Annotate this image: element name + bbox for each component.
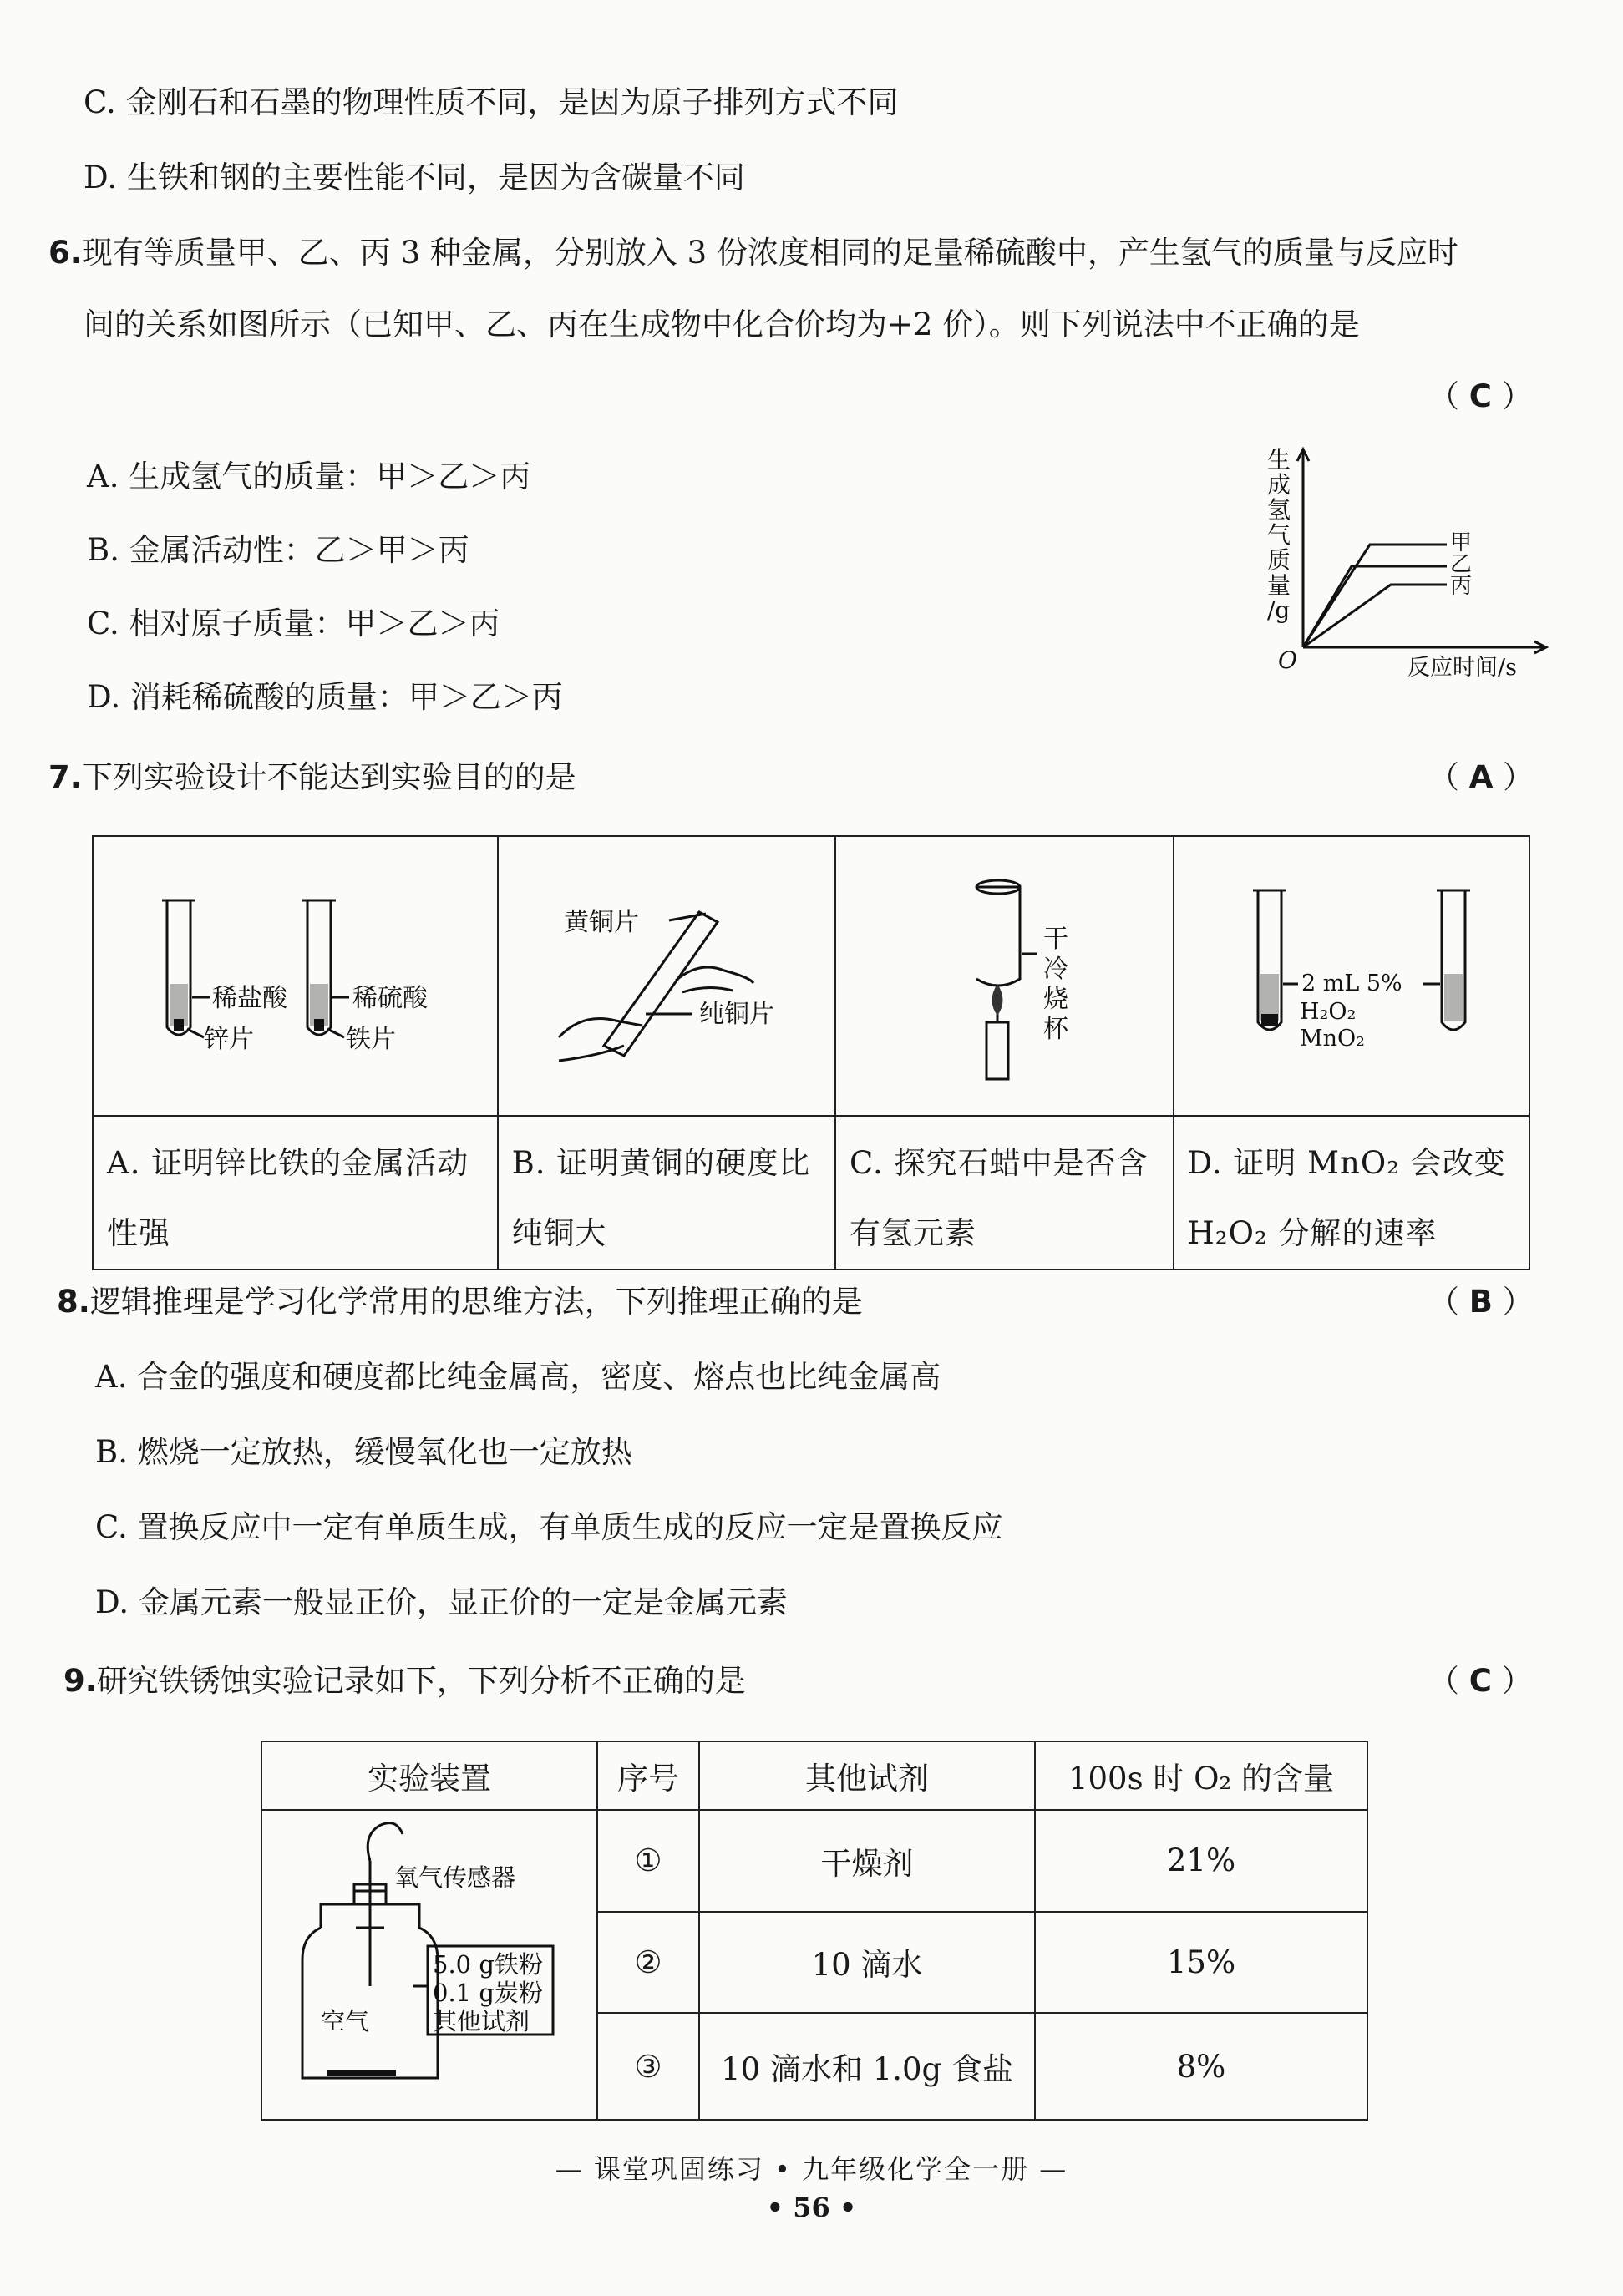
fig-b-scratch bbox=[499, 837, 834, 1107]
fig-a-label-hcl: 稀盐酸 bbox=[212, 984, 287, 1013]
q7-fig-a bbox=[93, 836, 498, 1116]
q5-option-d: D. 生铁和钢的主要性能不同，是因为含碳量不同 bbox=[84, 160, 745, 195]
q8-option-b: B. 燃烧一定放热，缓慢氧化也一定放热 bbox=[95, 1434, 632, 1470]
q7-fig-c bbox=[835, 836, 1173, 1116]
graph-xlabel: 反应时间/s bbox=[1407, 655, 1517, 681]
q7-fig-d bbox=[1174, 836, 1530, 1116]
q7-caption-a bbox=[93, 1116, 498, 1270]
q9-row2-reagent: 10 滴水 bbox=[699, 1912, 1035, 2014]
q9-apparatus-cell bbox=[261, 1810, 597, 2120]
fig-a-label-iron: 铁片 bbox=[346, 1025, 396, 1054]
graph-ylabel-2: 氢 bbox=[1267, 496, 1291, 524]
graph-ylabel-3: 气 bbox=[1267, 521, 1291, 549]
q9-number: 9. bbox=[63, 1663, 97, 1699]
q8-option-a: A. 合金的强度和硬度都比纯金属高，密度、熔点也比纯金属高 bbox=[95, 1359, 941, 1395]
q9-box-line2: 0.1 g炭粉 bbox=[433, 1979, 543, 2007]
fig-b-label-brass: 黄铜片 bbox=[563, 908, 639, 937]
q9-row3-index: ③ bbox=[597, 2013, 699, 2120]
graph-label-bing: 丙 bbox=[1450, 574, 1473, 599]
q9-sensor-label: 氧气传感器 bbox=[394, 1863, 516, 1892]
q9-table bbox=[261, 1741, 1368, 2121]
q9-box-line1: 5.0 g铁粉 bbox=[433, 1950, 543, 1979]
q6-option-b: B. 金属活动性：乙＞甲＞丙 bbox=[87, 532, 469, 568]
caption-b-text: B. 证明黄铜的硬度比纯铜大 bbox=[511, 1145, 811, 1251]
q6-number: 6. bbox=[48, 235, 82, 271]
q9-stem-text: 研究铁锈蚀实验记录如下，下列分析不正确的是 bbox=[96, 1663, 746, 1699]
q9-row1-o2: 21% bbox=[1035, 1810, 1367, 1912]
q8-answer-letter: B bbox=[1468, 1284, 1493, 1320]
q8-option-c: C. 置换反应中一定有单质生成，有单质生成的反应一定是置换反应 bbox=[95, 1509, 1003, 1545]
q6-answer: （ C ） bbox=[1428, 378, 1533, 414]
q6-option-d: D. 消耗稀硫酸的质量：甲＞乙＞丙 bbox=[87, 679, 563, 715]
q8-answer: （ B ） bbox=[1428, 1284, 1534, 1320]
q7-caption-c bbox=[835, 1116, 1173, 1270]
q7-stem-text: 下列实验设计不能达到实验目的的是 bbox=[81, 759, 576, 795]
q8-option-d: D. 金属元素一般显正价，显正价的一定是金属元素 bbox=[95, 1584, 788, 1620]
fig-d-label-conc: 2 mL 5% bbox=[1301, 971, 1402, 996]
fig-c-label-2: 烧 bbox=[1043, 985, 1069, 1014]
footer-book-title: — 课堂巩固练习 • 九年级化学全一册 — bbox=[555, 2153, 1068, 2185]
fig-d-test-tubes bbox=[1174, 837, 1529, 1107]
q6-answer-letter: C bbox=[1468, 378, 1492, 414]
q9-box-line3: 其他试剂 bbox=[433, 2007, 530, 2035]
fig-d-label-h2o2: H₂O₂ bbox=[1299, 999, 1356, 1025]
q9-row1-index: ① bbox=[597, 1810, 699, 1912]
q7-answer-letter: A bbox=[1468, 759, 1494, 795]
q9-header-apparatus: 实验装置 bbox=[261, 1741, 597, 1810]
q9-row1-reagent: 干燥剂 bbox=[699, 1810, 1035, 1912]
q9-header-reagent: 其他试剂 bbox=[699, 1741, 1035, 1810]
graph-ylabel-1: 成 bbox=[1267, 471, 1291, 499]
q7-fig-b bbox=[498, 836, 835, 1116]
graph-origin: O bbox=[1278, 646, 1297, 674]
caption-c-text: C. 探究石蜡中是否含有氢元素 bbox=[850, 1145, 1149, 1251]
graph-label-jia: 甲 bbox=[1450, 530, 1473, 555]
q9-row3-o2: 8% bbox=[1035, 2013, 1367, 2120]
fig-a-label-zinc: 锌片 bbox=[204, 1025, 254, 1054]
q6-option-c: C. 相对原子质量：甲＞乙＞丙 bbox=[87, 606, 500, 641]
q9-row2-o2: 15% bbox=[1035, 1912, 1367, 2014]
fig-c-label-0: 干 bbox=[1043, 925, 1069, 954]
q9-apparatus-figure bbox=[262, 1811, 596, 2111]
q6-graph bbox=[1253, 443, 1554, 693]
q5-option-c: C. 金刚石和石墨的物理性质不同，是因为原子排列方式不同 bbox=[84, 84, 899, 120]
q7-number: 7. bbox=[48, 759, 82, 795]
q9-air-label: 空气 bbox=[321, 2007, 370, 2035]
fig-d-label-mno2: MnO₂ bbox=[1299, 1026, 1365, 1052]
q6-stem-line2: 间的关系如图所示（已知甲、乙、丙在生成物中化合价均为+2 价）。则下列说法中不正确的是 bbox=[84, 307, 1360, 342]
graph-ylabel-5: 量 bbox=[1267, 571, 1291, 599]
q9-row3-reagent: 10 滴水和 1.0g 食盐 bbox=[699, 2013, 1035, 2120]
graph-label-yi: 乙 bbox=[1450, 552, 1473, 577]
q6-stem-text1: 现有等质量甲、乙、丙 3 种金属，分别放入 3 份浓度相同的足量稀硫酸中，产生氢气的质量与反应时 bbox=[81, 235, 1458, 271]
q9-answer: （ C ） bbox=[1428, 1663, 1533, 1699]
graph-ylabel-0: 生 bbox=[1267, 446, 1291, 474]
q7-caption-d bbox=[1174, 1116, 1530, 1270]
footer-page-number: • 56 • bbox=[766, 2192, 857, 2223]
graph-ylabel-6: /g bbox=[1267, 596, 1291, 624]
q7-caption-b bbox=[498, 1116, 835, 1270]
q8-stem bbox=[57, 1283, 863, 1321]
q9-header-o2: 100s 时 O₂ 的含量 bbox=[1035, 1741, 1367, 1810]
fig-b-label-copper: 纯铜片 bbox=[698, 1000, 774, 1029]
fig-a-test-tubes bbox=[94, 837, 496, 1107]
caption-a-text: A. 证明锌比铁的金属活动性强 bbox=[107, 1145, 469, 1251]
q7-answer: （ A ） bbox=[1428, 759, 1534, 795]
q9-row2-index: ② bbox=[597, 1912, 699, 2014]
q6-stem-line1 bbox=[48, 234, 1458, 272]
q8-number: 8. bbox=[57, 1284, 90, 1320]
graph-ylabel-4: 质 bbox=[1267, 546, 1291, 574]
q9-stem bbox=[63, 1662, 746, 1700]
graph-line-yi bbox=[1303, 566, 1447, 647]
fig-a-label-h2so4: 稀硫酸 bbox=[352, 984, 428, 1013]
q9-answer-letter: C bbox=[1468, 1663, 1492, 1699]
caption-d-text: D. 证明 MnO₂ 会改变 H₂O₂ 分解的速率 bbox=[1187, 1145, 1506, 1251]
q7-table bbox=[92, 835, 1530, 1270]
fig-c-candle bbox=[836, 837, 1172, 1107]
q7-stem bbox=[48, 758, 576, 797]
fig-c-label-1: 冷 bbox=[1043, 955, 1069, 984]
q8-stem-text: 逻辑推理是学习化学常用的思维方法，下列推理正确的是 bbox=[89, 1284, 863, 1320]
q9-header-index: 序号 bbox=[597, 1741, 699, 1810]
q6-option-a: A. 生成氢气的质量：甲＞乙＞丙 bbox=[87, 459, 531, 494]
fig-c-label-3: 杯 bbox=[1043, 1015, 1069, 1044]
